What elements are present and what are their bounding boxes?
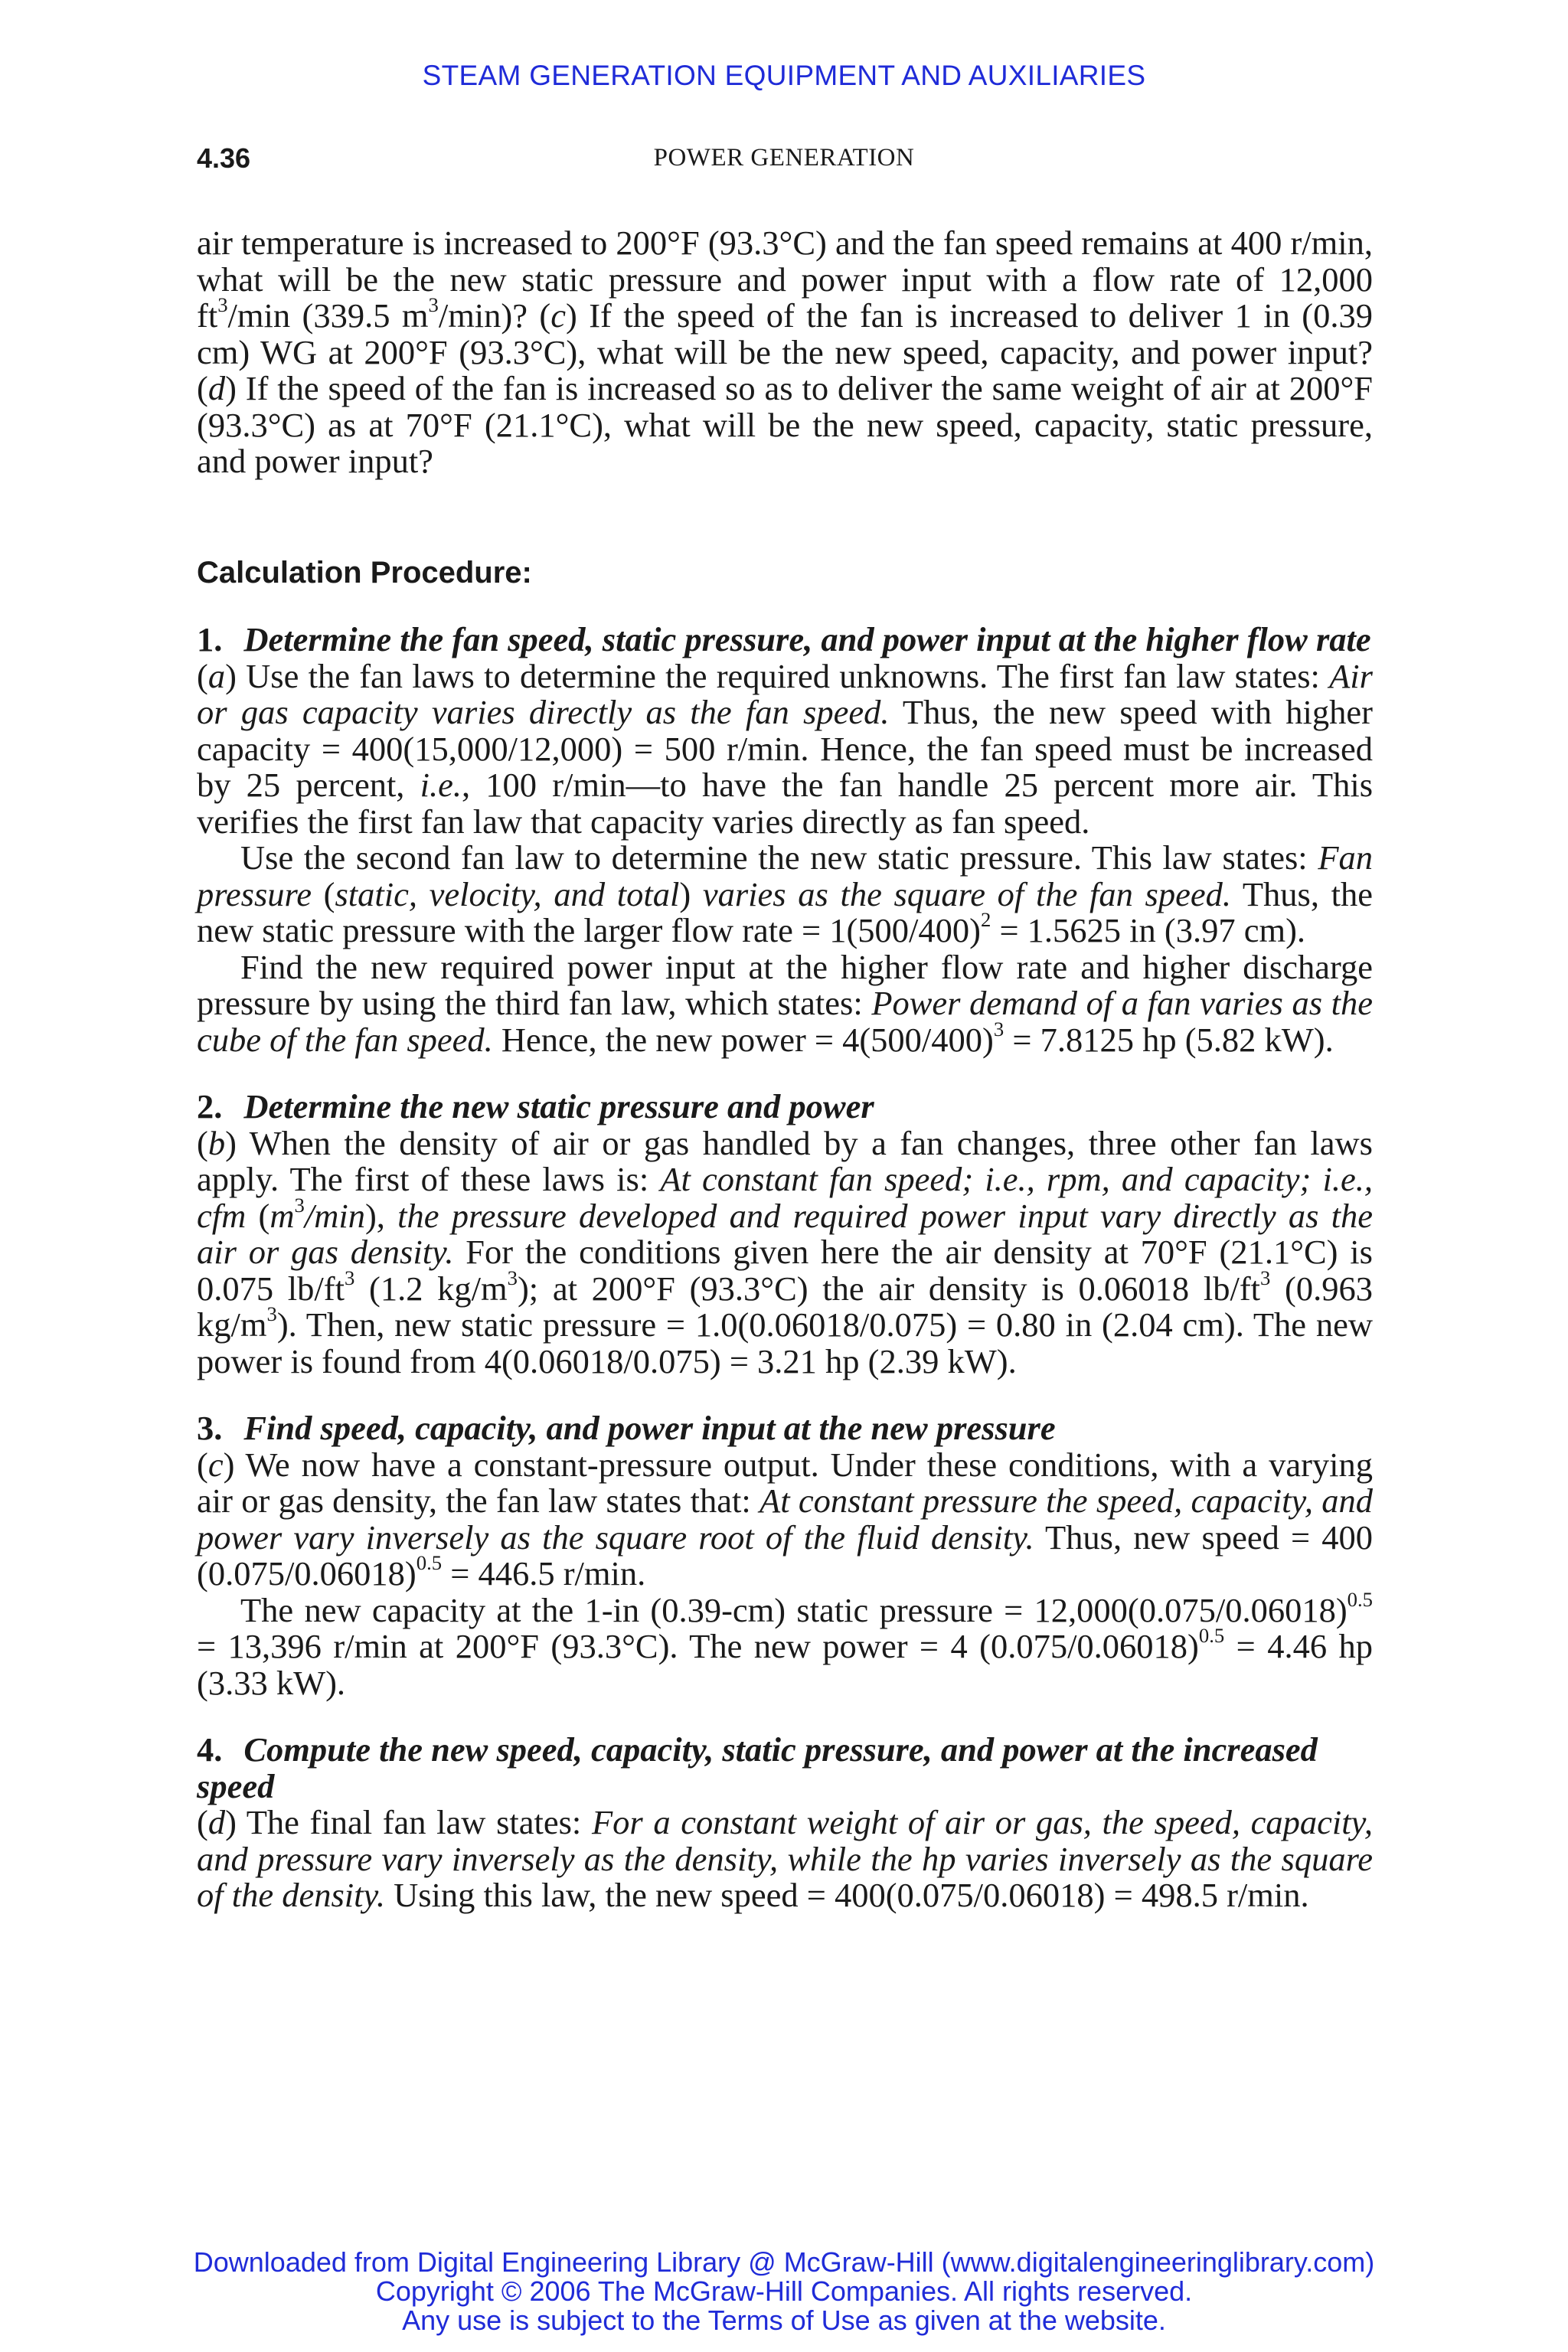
running-head: STEAM GENERATION EQUIPMENT AND AUXILIARIES xyxy=(422,60,1146,91)
chapter-title: POWER GENERATION xyxy=(653,144,915,172)
step-2-paragraph-1: (b) When the density of air or gas handled by a fan changes, three other fan laws apply. The first of these laws is: At constant fan speed; i.e., rpm, and capacity; i.e., cfm $(m^3/\min)$, the pressure developed and required power input vary directly as the air or gas density. For the conditions given here the air density at 70°F (21.1°C) is 0.075 $lb/ft^3$ (1.2 $kg/m^3$); at 200°F (93.3°C) the air density is 0.06018 $lb/ft^3$ (0.963 $kg/m^3$). Then, new static pressure = 1.0(0.06018/0.075) = 0.80 in (2.04 cm). The new power is found from 4(0.06018/0.075) = 3.21 hp (2.39 kW). xyxy=(197,1123,1374,1380)
footer-copyright: Copyright © 2006 The McGraw-Hill Companies. All rights reserved. xyxy=(375,2275,1193,2307)
footer-download-link[interactable]: Downloaded from Digital Engineering Library @ McGraw-Hill (www.digitalengineeringlibrary.com) xyxy=(193,2246,1375,2278)
step-4-paragraph-1: (d) The final fan law states: For a constant weight of air or gas, the speed, capacity, and pressure vary inversely as the density, while the hp varies inversely as the square of the density. Using this law, the new speed = 400(0.075/0.06018) = 498.5 r/min. xyxy=(197,1803,1373,1914)
step-3-paragraph-1: (c) We now have a constant-pressure output. Under these conditions, with a varying air or gas density, the fan law states that: At constant pressure the speed, capacity, and power vary inversely as the square root of the fluid density. Thus, new speed = 400 $(0.075/0.06018)^{0.5} = 446.5$ r/min. xyxy=(197,1445,1373,1592)
main-content xyxy=(197,225,1373,1914)
step-3-title: 3. Find speed, capacity, and power input at the new pressure xyxy=(197,1409,1056,1447)
page-number: 4.36 xyxy=(197,142,251,174)
footer-terms: Any use is subject to the Terms of Use as given at the website. xyxy=(402,2305,1166,2336)
step-1-paragraph-1: (a) Use the fan laws to determine the required unknowns. The first fan law states: Air or gas capacity varies directly as the fan speed. Thus, the new speed with higher capacity = 400(15,000/12,000) = 500 r/min. Hence, the fan speed must be increased by 25 percent, i.e., 100 r/min—to have the fan handle 25 percent more air. This verifies the first fan law that capacity varies directly as fan speed. xyxy=(197,656,1374,841)
step-4-title: 4. Compute the new speed, capacity, static pressure, and power at the increased speed xyxy=(197,1730,1318,1805)
step-2-title: 2. Determine the new static pressure and power xyxy=(197,1087,874,1125)
step-3-paragraph-2: The new capacity at the 1-in (0.39-cm) static pressure = $12,000(0.075/0.06018)^{0.5} = 13,396$ r/min at 200°F (93.3°C). The new power = 4 $(0.075/0.06018)^{0.5} = 4.46$ hp (3.33 kW). xyxy=(197,1587,1373,1702)
step-1-paragraph-2: Use the second fan law to determine the new static pressure. This law states: Fan pressure (static, velocity, and total) varies as the square of the fan speed. Thus, the new static pressure with the larger flow rate = $1(500/400)^2 = 1.5625$ in (3.97 cm). xyxy=(197,838,1373,949)
step-1-paragraph-3: Find the new required power input at the higher flow rate and higher discharge pressure by using the third fan law, which states: Power demand of a fan varies as the cube of the fan speed. Hence, the new power = $4(500/400)^3 = 7.8125$ hp (5.82 kW). xyxy=(197,947,1373,1059)
step-1-title: 1. Determine the fan speed, static pressure, and power input at the higher flow rate xyxy=(197,620,1371,658)
calculation-procedure-heading: Calculation Procedure: xyxy=(197,555,532,590)
intro-paragraph: air temperature is increased to 200°F (93.3°C) and the fan speed remains at 400 r/min, what will be the new static pressure and power input with a flow rate of 12,000 $ft^3/\min$ (339.5 $m^3/\min$)? (c) If the speed of the fan is increased to deliver 1 in (0.39 cm) WG at 200°F (93.3°C), what will be the new speed, capacity, and power input? (d) If the speed of the fan is increased so as to deliver the same weight of air at 200°F (93.3°C) as at 70°F (21.1°C), what will be the new speed, capacity, static pressure, and power input? xyxy=(197,224,1373,480)
footer-notice xyxy=(0,2248,1568,2335)
